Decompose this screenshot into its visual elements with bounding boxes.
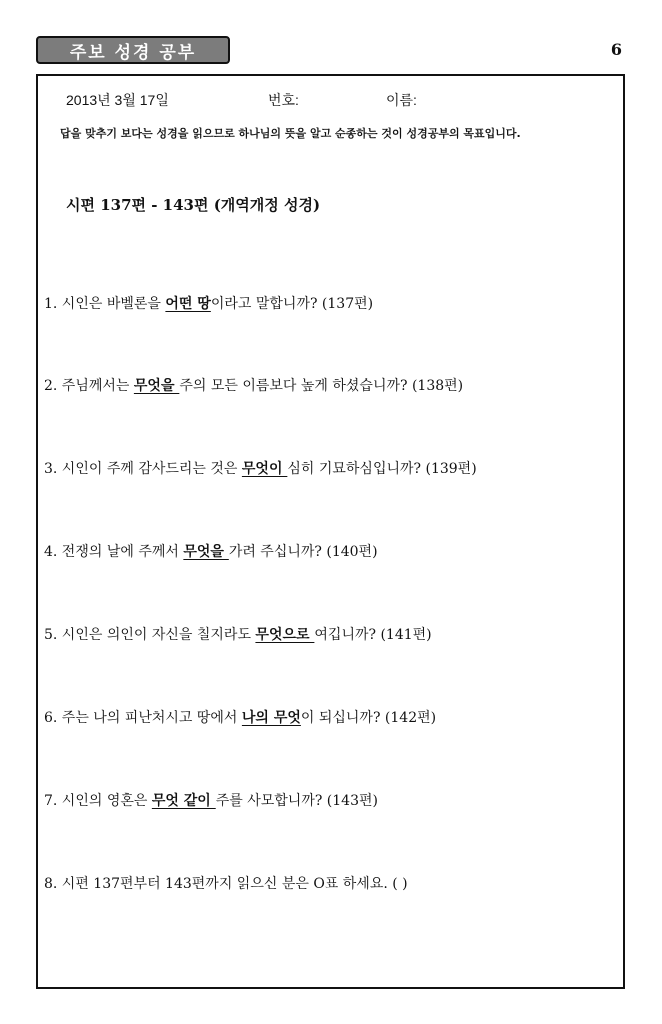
question-2 bbox=[44, 375, 463, 395]
info-row bbox=[66, 90, 586, 110]
question-text: 이라고 말합니까? (137편) bbox=[210, 296, 374, 312]
question-3 bbox=[44, 458, 477, 478]
question-keyword: 무엇 같이 bbox=[151, 793, 216, 809]
question-7 bbox=[44, 790, 378, 810]
question-text: 심히 기묘하심입니까? (139편) bbox=[287, 461, 477, 477]
question-5 bbox=[44, 624, 432, 644]
question-keyword: 무엇으로 bbox=[255, 627, 315, 643]
question-4 bbox=[44, 541, 378, 561]
name-field-label: 이름: bbox=[386, 92, 417, 108]
question-text: 2. 주님께서는 bbox=[44, 378, 134, 394]
question-keyword: 무엇을 bbox=[183, 544, 229, 560]
question-text: 3. 시인이 주께 감사드리는 것은 bbox=[44, 461, 242, 477]
question-text: 1. 시인은 바벨론을 bbox=[44, 296, 166, 312]
question-text: 6. 주는 나의 피난처시고 땅에서 bbox=[44, 710, 242, 726]
page-number: 6 bbox=[610, 40, 622, 59]
question-text: 8. 시편 137편부터 143편까지 읽으신 분은 O표 하세요. ( ) bbox=[44, 876, 408, 892]
question-keyword: 어떤 땅 bbox=[165, 296, 211, 312]
question-1 bbox=[44, 293, 373, 313]
question-keyword: 무엇이 bbox=[241, 461, 288, 477]
question-keyword: 나의 무엇 bbox=[241, 710, 301, 726]
question-8 bbox=[44, 873, 408, 893]
question-text: 5. 시인은 의인이 자신을 칠지라도 bbox=[44, 627, 256, 643]
question-text: 7. 시인의 영혼은 bbox=[44, 793, 152, 809]
question-text: 4. 전쟁의 날에 주께서 bbox=[44, 544, 184, 560]
section-subtitle: 시편 137편 - 143편 (개역개정 성경) bbox=[66, 196, 321, 214]
intro-text: 답을 맞추기 보다는 성경을 읽으므로 하나님의 뜻을 알고 순종하는 것이 성경공부의 목표입니다. bbox=[60, 127, 521, 140]
question-text: 주의 모든 이름보다 높게 하셨습니까? (138편) bbox=[179, 378, 464, 394]
page-title: 주보 성경 공부 bbox=[36, 36, 230, 64]
question-text: 여깁니까? (141편) bbox=[314, 627, 432, 643]
date-label: 2013년 3월 17일 bbox=[66, 92, 169, 108]
question-text: 주를 사모합니까? (143편) bbox=[215, 793, 378, 809]
question-text: 이 되십니까? (142편) bbox=[300, 710, 437, 726]
question-6 bbox=[44, 707, 436, 727]
question-keyword: 무엇을 bbox=[133, 378, 180, 394]
number-field-label: 번호: bbox=[268, 92, 299, 108]
question-text: 가려 주십니까? (140편) bbox=[228, 544, 378, 560]
